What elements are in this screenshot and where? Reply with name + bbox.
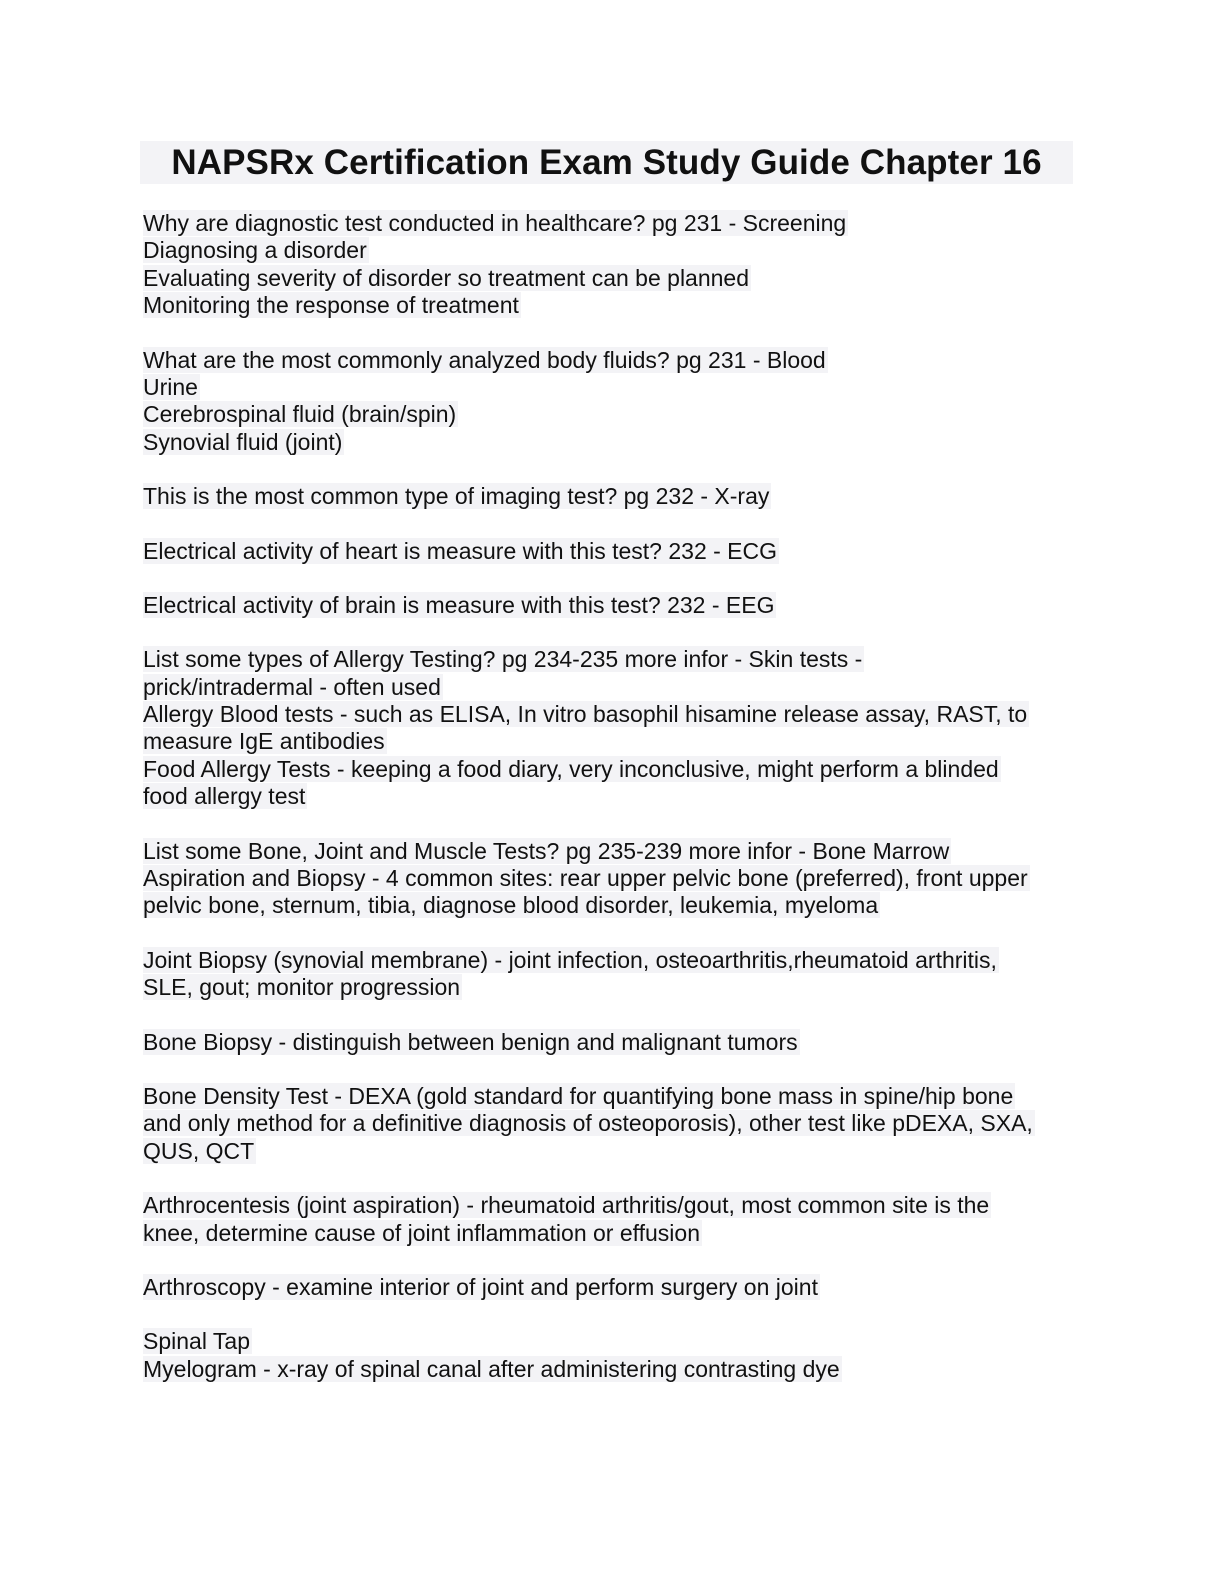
text-line	[143, 838, 1083, 865]
text-line	[143, 1192, 1083, 1219]
text-line-content: QUS, QCT	[143, 1137, 255, 1164]
text-line	[143, 237, 1083, 264]
text-line	[143, 1029, 1083, 1056]
text-line-content: SLE, gout; monitor progression	[143, 974, 461, 1001]
text-line-content: Electrical activity of brain is measure with this test? 232 - EEG	[143, 591, 775, 618]
text-line-content: Why are diagnostic test conducted in healthcare? pg 231 - Screening	[143, 210, 847, 236]
text-line	[143, 728, 1083, 755]
qa-block	[143, 838, 1083, 920]
text-line	[143, 210, 1083, 237]
qa-block	[143, 210, 1083, 320]
text-line-content: Urine	[143, 373, 198, 400]
text-line-content: Synovial fluid (joint)	[143, 428, 343, 455]
text-line-content: Arthrocentesis (joint aspiration) - rheumatoid arthritis/gout, most common site is the	[143, 1192, 990, 1219]
text-line-content: Diagnosing a disorder	[143, 237, 367, 264]
text-line-content: Arthroscopy - examine interior of joint and perform surgery on joint	[143, 1273, 818, 1300]
text-line	[143, 374, 1083, 401]
text-line-content: Joint Biopsy (synovial membrane) - joint infection, osteoarthritis,rheumatoid arthritis,	[143, 946, 997, 973]
text-line	[143, 701, 1083, 728]
text-line-content: Evaluating severity of disorder so treatment can be planned	[143, 264, 750, 291]
text-line	[143, 1083, 1083, 1110]
text-line-content: Bone Density Test - DEXA (gold standard for quantifying bone mass in spine/hip bone	[143, 1082, 1014, 1109]
qa-block	[143, 1083, 1083, 1165]
text-line	[143, 646, 1083, 673]
qa-block	[143, 1274, 1083, 1301]
qa-block	[143, 1029, 1083, 1056]
text-line	[143, 1356, 1083, 1383]
text-line-content: prick/intradermal - often used	[143, 673, 441, 700]
text-line	[143, 1328, 1083, 1355]
text-line	[143, 592, 1083, 619]
qa-block	[143, 947, 1083, 1002]
text-line-content: This is the most common type of imaging test? pg 232 - X-ray	[143, 483, 770, 510]
text-line-content: food allergy test	[143, 783, 306, 810]
text-line	[143, 429, 1083, 456]
text-line	[143, 674, 1083, 701]
text-line-content: Spinal Tap	[143, 1328, 250, 1355]
qa-block	[143, 646, 1083, 810]
qa-block	[143, 1192, 1083, 1247]
text-line-content: What are the most commonly analyzed body fluids? pg 231 - Blood	[143, 346, 826, 373]
text-line	[143, 1220, 1083, 1247]
qa-block	[143, 347, 1083, 457]
text-line	[143, 756, 1083, 783]
text-line-content: List some Bone, Joint and Muscle Tests? pg 235-239 more infor - Bone Marrow	[143, 837, 950, 864]
text-line	[143, 1110, 1083, 1137]
text-line	[143, 265, 1083, 292]
text-line	[143, 401, 1083, 428]
qa-block	[143, 483, 1083, 510]
text-line	[143, 783, 1083, 810]
qa-block	[143, 538, 1083, 565]
text-line-content: Aspiration and Biopsy - 4 common sites: rear upper pelvic bone (preferred), front upper	[143, 865, 1028, 892]
page-title: NAPSRx Certification Exam Study Guide Chapter 16	[140, 141, 1073, 184]
text-line	[143, 892, 1083, 919]
text-line	[143, 292, 1083, 319]
text-line-content: Allergy Blood tests - such as ELISA, In vitro basophil hisamine release assay, RAST, to	[143, 701, 1028, 728]
text-line	[143, 538, 1083, 565]
qa-block	[143, 1328, 1083, 1383]
text-line-content: Cerebrospinal fluid (brain/spin)	[143, 401, 457, 428]
study-guide-content	[143, 210, 1083, 1410]
text-line-content: List some types of Allergy Testing? pg 234-235 more infor - Skin tests -	[143, 646, 863, 673]
text-line	[143, 865, 1083, 892]
text-line	[143, 947, 1083, 974]
text-line	[143, 1138, 1083, 1165]
text-line-content: knee, determine cause of joint inflammation or effusion	[143, 1219, 700, 1246]
text-line	[143, 347, 1083, 374]
text-line-content: Monitoring the response of treatment	[143, 292, 519, 319]
text-line-content: measure IgE antibodies	[143, 728, 385, 755]
text-line	[143, 483, 1083, 510]
text-line-content: Electrical activity of heart is measure with this test? 232 - ECG	[143, 537, 778, 564]
qa-block	[143, 592, 1083, 619]
text-line-content: Food Allergy Tests - keeping a food diary, very inconclusive, might perform a blinded	[143, 755, 999, 782]
text-line-content: and only method for a definitive diagnosis of osteoporosis), other test like pDEXA, SXA,	[143, 1110, 1033, 1137]
text-line-content: pelvic bone, sternum, tibia, diagnose blood disorder, leukemia, myeloma	[143, 892, 879, 919]
text-line-content: Bone Biopsy - distinguish between benign and malignant tumors	[143, 1028, 798, 1055]
text-line-content: Myelogram - x-ray of spinal canal after administering contrasting dye	[143, 1355, 840, 1382]
text-line	[143, 1274, 1083, 1301]
text-line	[143, 974, 1083, 1001]
